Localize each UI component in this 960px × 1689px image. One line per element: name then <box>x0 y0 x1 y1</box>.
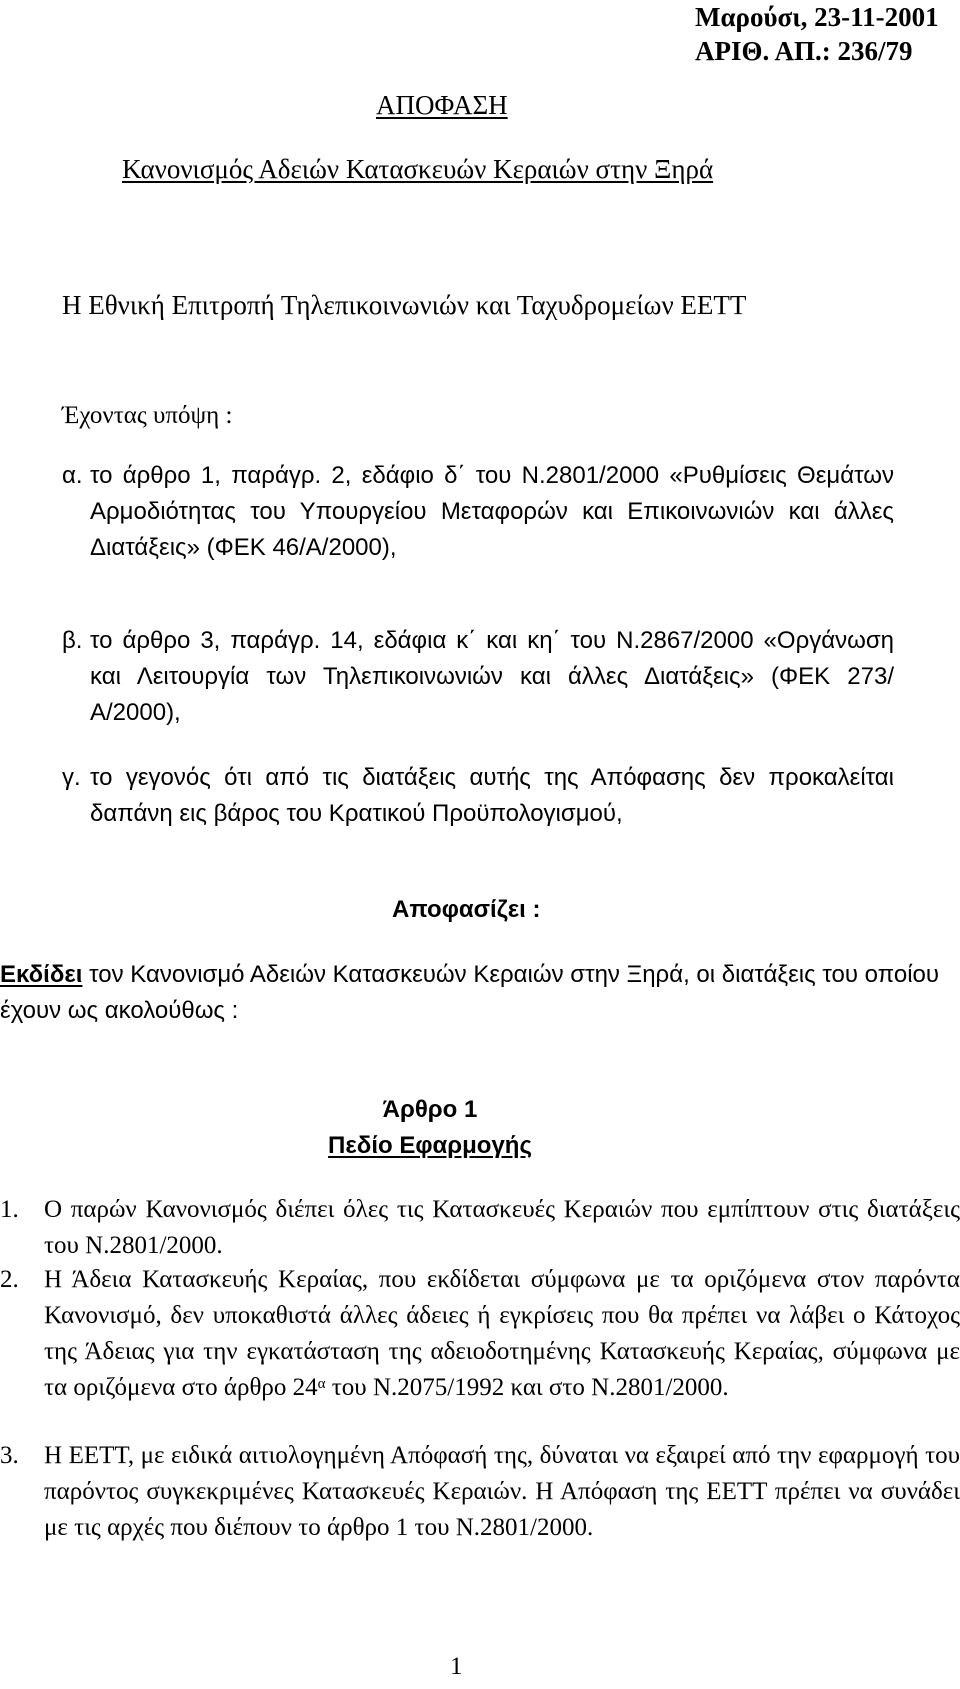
paragraph-marker: 2. <box>0 1266 19 1293</box>
item-marker: α. <box>62 462 83 489</box>
reference-label: ΑΡΙΘ. ΑΠ.: <box>695 36 831 66</box>
considering-item-c <box>62 760 894 832</box>
decision-title: ΑΠΟΦΑΣΗ <box>376 90 508 120</box>
item-text: το άρθρο 1, παράγρ. 2, εδάφιο δ΄ του Ν.2801/2000 «Ρυθμίσεις Θεμάτων Αρμοδιότητας του Υπουργείου Μεταφορών και Επικοινωνιών και άλλες Διατάξεις» (ΦΕΚ 46/Α/2000), <box>90 462 894 561</box>
article-paragraph-2 <box>0 1262 960 1406</box>
considering-item-a <box>62 458 894 566</box>
article-title: Πεδίο Εφαρμογής <box>328 1132 532 1159</box>
issues-keyword: Εκδίδει <box>0 961 83 988</box>
considering-item-b <box>62 623 894 731</box>
document-header <box>695 0 939 68</box>
article-number: Άρθρο 1 <box>382 1096 478 1123</box>
superscript-alpha: α <box>317 1376 326 1392</box>
considering-heading: Έχοντας υπόψη : <box>62 402 233 429</box>
reference-number <box>695 34 939 68</box>
paragraph-text: Ο παρών Κανονισμός διέπει όλες τις Κατασκευές Κεραιών που εμπίπτουν στις διατάξεις του Ν.2801/2000. <box>44 1196 960 1259</box>
paragraph-marker: 3. <box>0 1442 19 1469</box>
decides-heading: Αποφασίζει : <box>392 896 541 923</box>
article-paragraph-3 <box>0 1438 960 1546</box>
regulation-title: Κανονισμός Αδειών Κατασκευών Κεραιών στην Ξηρά <box>122 154 714 184</box>
item-marker: β. <box>62 627 83 654</box>
item-text: το άρθρο 3, παράγρ. 14, εδάφια κ΄ και κη΄ του Ν.2867/2000 «Οργάνωση και Λειτουργία των Τηλεπικοινωνιών και άλλες Διατάξεις» (ΦΕΚ 273/Α/2000), <box>90 627 894 726</box>
item-text: το γεγονός ότι από τις διατάξεις αυτής της Απόφασης δεν προκαλείται δαπάνη εις βάρος του Κρατικού Προϋπολογισμού, <box>90 764 894 827</box>
issues-statement <box>0 957 960 1029</box>
paragraph-text-main: Η Άδεια Κατασκευής Κεραίας, που εκδίδεται σύμφωνα με τα οριζόμενα στον παρόντα Κανονισμό, δεν υποκαθιστά άλλες άδειες ή εγκρίσεις που θα πρέπει να λάβει ο Κάτοχος της Άδειας για την εγκατάσταση της αδειοδοτημένης Κατασκευής Κεραίας, σύμφωνα με τα οριζόμενα στο άρθρο 24 <box>44 1266 960 1401</box>
place-date: Μαρούσι, 23-11-2001 <box>695 2 939 32</box>
item-marker: γ. <box>62 764 81 791</box>
paragraph-text-tail: του Ν.2075/1992 και στο Ν.2801/2000. <box>325 1374 729 1401</box>
paragraph-marker: 1. <box>0 1196 19 1223</box>
paragraph-text <box>44 1262 960 1406</box>
page-number: 1 <box>450 1653 463 1680</box>
paragraph-text: Η ΕΕΤΤ, με ειδικά αιτιολογημένη Απόφασή της, δύναται να εξαιρεί από την εφαρμογή του παρόντος συγκεκριμένες Κατασκευές Κεραιών. Η Απόφαση της ΕΕΤΤ πρέπει να συνάδει με τις αρχές που διέπουν το άρθρο 1 του Ν.2801/2000. <box>44 1442 960 1541</box>
reference-value: 236/79 <box>837 36 913 66</box>
issuing-authority: Η Εθνική Επιτροπή Τηλεπικοινωνιών και Ταχυδρομείων ΕΕΤΤ <box>62 290 747 320</box>
article-paragraph-1 <box>0 1192 960 1264</box>
issues-text: τον Κανονισμό Αδειών Κατασκευών Κεραιών στην Ξηρά, οι διατάξεις του οποίου έχουν ως ακολούθως : <box>0 961 940 1024</box>
